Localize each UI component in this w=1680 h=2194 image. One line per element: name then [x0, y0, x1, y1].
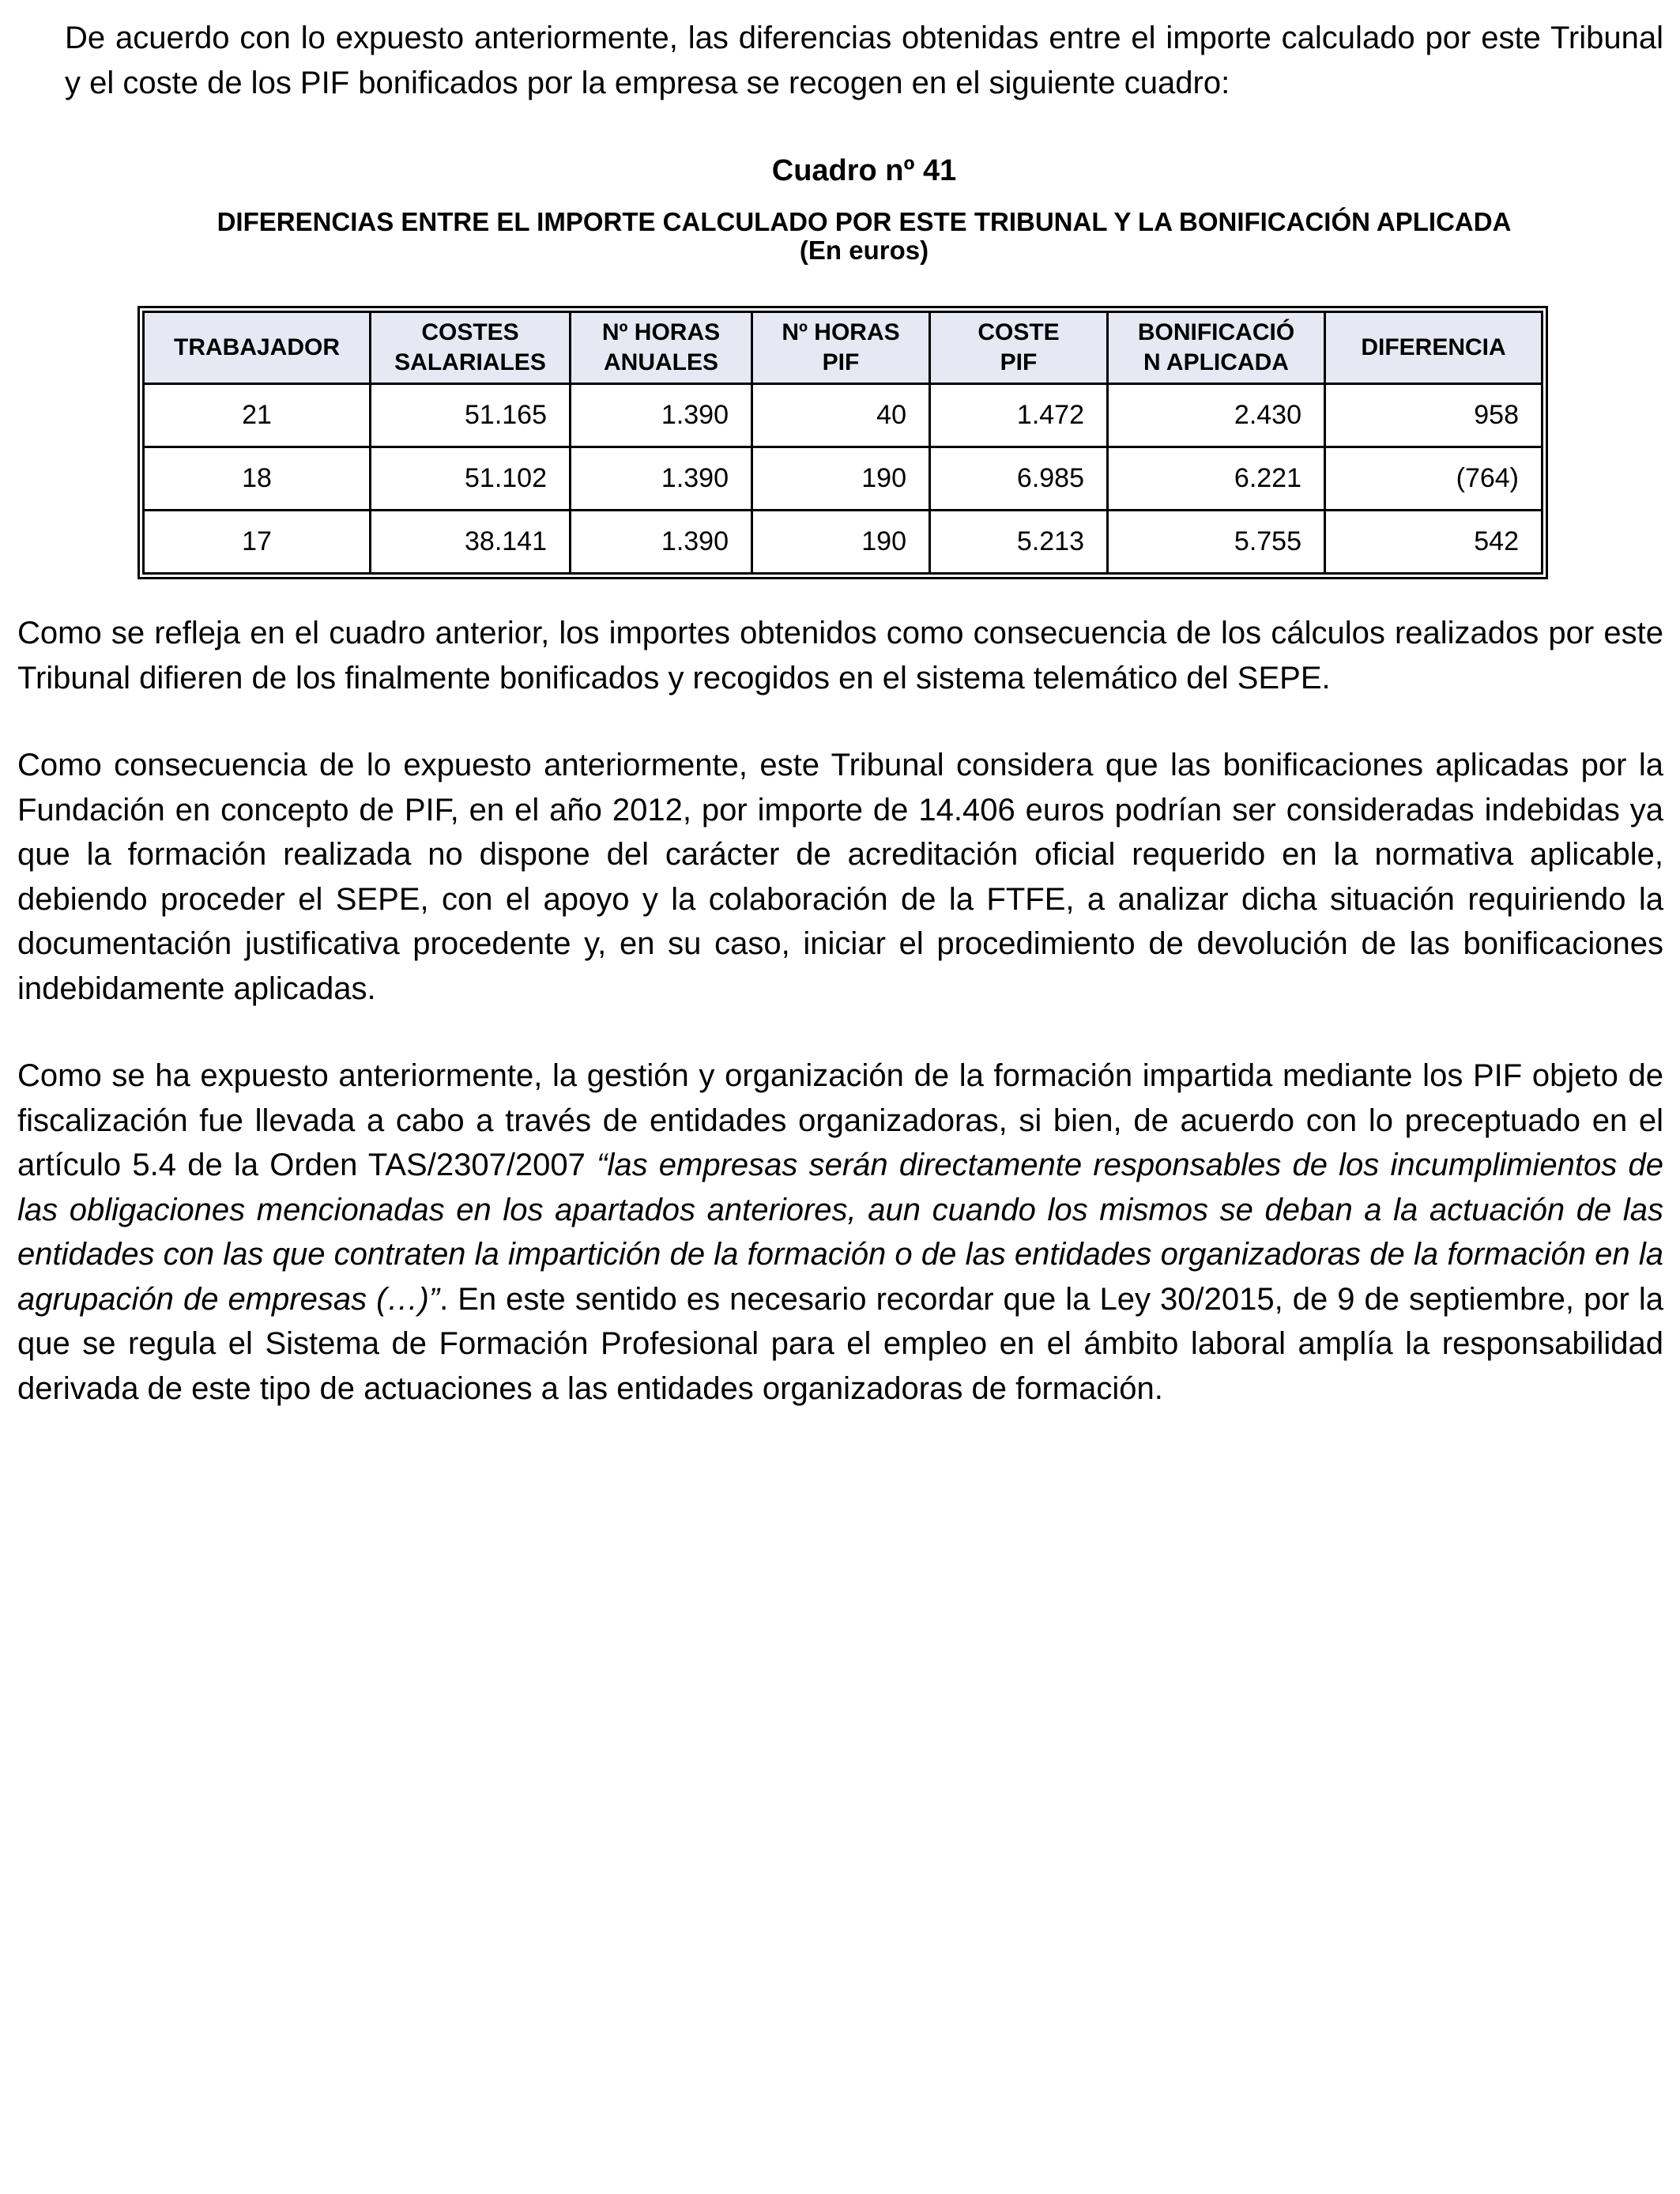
table-row: [144, 511, 1543, 574]
cell-horas-pif: 40: [752, 384, 930, 447]
cell-diferencia: (764): [1325, 447, 1543, 511]
cell-horas-pif: 190: [752, 511, 930, 574]
table-header-row: [144, 312, 1543, 384]
paragraph-3: Como consecuencia de lo expuesto anteriormente, este Tribunal considera que las bonificaciones aplicadas por la Fundación en concepto de PIF, en el año 2012, por importe de 14.406 euros podrían ser consideradas indebidas ya que la formación realizada no dispone del carácter de acreditación oficial requerido en la normativa aplicable, debiendo proceder el SEPE, con el apoyo y la colaboración de la FTFE, a analizar dicha situación requiriendo la documentación justificativa procedente y, en su caso, iniciar el procedimiento de devolución de las bonificaciones indebidamente aplicadas.: [17, 748, 1663, 1006]
header-diferencia: DIFERENCIA: [1325, 312, 1543, 384]
paragraph-4-part2: . En este sentido es necesario recordar que la Ley 30/2015, de 9 de septiembre, por la que se regula el Sistema de Formación Profesional para el empleo en el ámbito laboral amplía la responsabilidad derivada de este tipo de actuaciones a las entidades organizadoras de formación.: [17, 1281, 1663, 1406]
header-horas-anuales: Nº HORAS ANUALES: [571, 312, 752, 384]
cell-costes-salariales: 38.141: [371, 511, 571, 574]
cell-horas-pif: 190: [752, 447, 930, 511]
legal-quote: “las empresas serán directamente responsables de los incumplimientos de las obligaciones mencionadas en los apartados anteriores, aun cuando los mismos se deban a la actuación de las entidades con las que contraten la impartición de la formación o de las entidades organizadoras de la formación en la agrupación de empresas (…)”: [17, 1148, 1663, 1317]
cell-bonificacion: 6.221: [1108, 447, 1325, 511]
header-costes-salariales: COSTES SALARIALES: [371, 312, 571, 384]
cell-coste-pif: 6.985: [930, 447, 1108, 511]
table-frame: [137, 306, 1548, 579]
header-horas-pif: Nº HORAS PIF: [752, 312, 930, 384]
table-row: [144, 447, 1543, 511]
cell-horas-anuales: 1.390: [571, 511, 752, 574]
cell-coste-pif: 1.472: [930, 384, 1108, 447]
cell-coste-pif: 5.213: [930, 511, 1108, 574]
intro-paragraph: De acuerdo con lo expuesto anteriormente, las diferencias obtenidas entre el importe calculado por este Tribunal y el coste de los PIF bonificados por la empresa se recogen en el siguiente cuadro:: [65, 21, 1663, 100]
table-number: Cuadro nº 41: [771, 154, 957, 187]
cell-costes-salariales: 51.165: [371, 384, 571, 447]
cell-trabajador: 17: [144, 511, 371, 574]
cell-bonificacion: 5.755: [1108, 511, 1325, 574]
paragraph-4-part1: Como se ha expuesto anteriormente, la gestión y organización de la formación impartida mediante los PIF objeto de fiscalización fue llevada a cabo a través de entidades organizadoras, si bien, de acuerdo con lo preceptuado en el artículo 5.4 de la Orden TAS/2307/2007: [17, 1058, 1663, 1182]
cell-horas-anuales: 1.390: [571, 384, 752, 447]
differences-table: [142, 311, 1543, 575]
paragraph-2: Como se refleja en el cuadro anterior, los importes obtenidos como consecuencia de los cálculos realizados por este Tribunal difieren de los finalmente bonificados y recogidos en el sistema telemático del SEPE.: [17, 616, 1663, 696]
cell-costes-salariales: 51.102: [371, 447, 571, 511]
cell-bonificacion: 2.430: [1108, 384, 1325, 447]
header-coste-pif: COSTE PIF: [930, 312, 1108, 384]
cell-diferencia: 542: [1325, 511, 1543, 574]
cell-trabajador: 18: [144, 447, 371, 511]
cell-horas-anuales: 1.390: [571, 447, 752, 511]
cell-trabajador: 21: [144, 384, 371, 447]
table-unit: (En euros): [799, 236, 929, 265]
header-bonificacion-aplicada: BONIFICACIÓ N APLICADA: [1108, 312, 1325, 384]
document-page: [17, 16, 1663, 1411]
table-row: [144, 384, 1543, 447]
table-title: DIFERENCIAS ENTRE EL IMPORTE CALCULADO POR ESTE TRIBUNAL Y LA BONIFICACIÓN APLICADA: [217, 207, 1512, 236]
header-trabajador: TRABAJADOR: [144, 312, 371, 384]
cell-diferencia: 958: [1325, 384, 1543, 447]
paragraph-4: [17, 1054, 1663, 1411]
